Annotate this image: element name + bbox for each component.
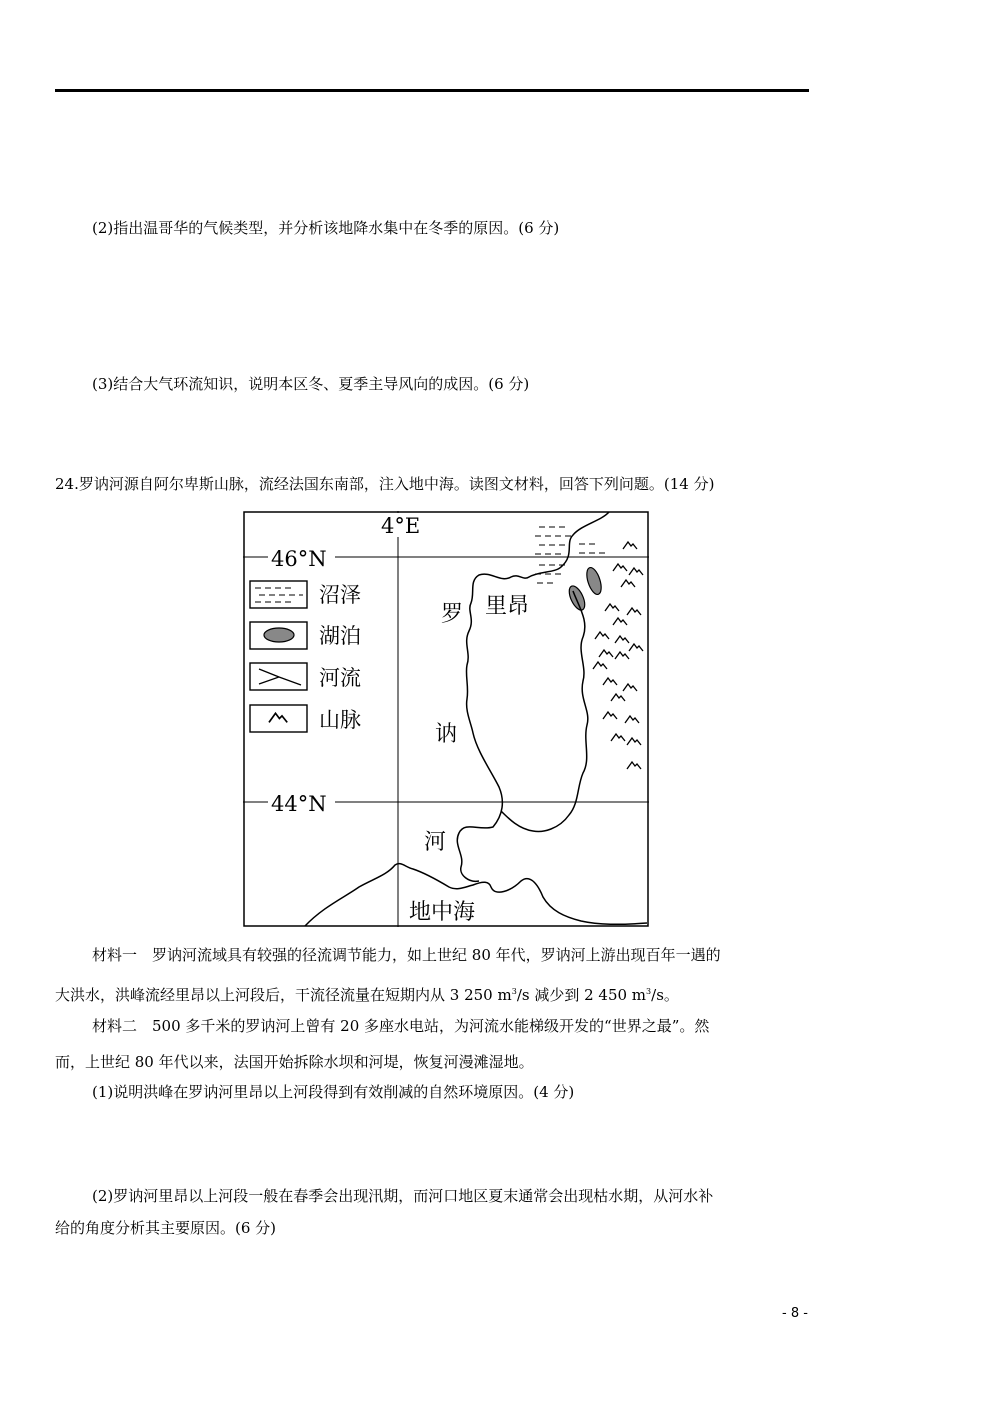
legend-river-label: 河流	[319, 666, 361, 690]
page-number: - 8 -	[782, 1306, 808, 1321]
question-24-part-2-line-2: 给的角度分析其主要原因。(6 分)	[55, 1219, 277, 1237]
material-2-line-2: 而，上世纪 80 年代以来，法国开始拆除水坝和河堤，恢复河漫滩湿地。	[55, 1053, 534, 1071]
question-23-part-3: (3)结合大气环流知识，说明本区冬、夏季主导风向的成因。(6 分)	[92, 375, 530, 393]
material-2-line-1: 材料二 500 多千米的罗讷河上曾有 20 多座水电站，为河流水能梯级开发的“世界之最”。然	[92, 1017, 710, 1035]
river-label-char-1: 罗	[441, 602, 464, 627]
river-label-char-3: 河	[424, 830, 447, 855]
legend-swamp-label: 沼泽	[319, 583, 361, 607]
lat-46-label: 46°N	[271, 547, 327, 571]
sea-label: 地中海	[409, 900, 476, 925]
question-24-part-2-line-1: (2)罗讷河里昂以上河段一般在春季会出现汛期，而河口地区夏末通常会出现枯水期，从河水补	[92, 1187, 714, 1205]
meridian-label: 4°E	[381, 514, 421, 538]
legend-mountain-label: 山脉	[319, 708, 361, 732]
river-label-char-2: 讷	[435, 722, 458, 747]
city-lyon-label: 里昂	[485, 594, 530, 619]
rhone-river-map	[243, 511, 649, 927]
material-1-line-1: 材料一 罗讷河流域具有较强的径流调节能力，如上世纪 80 年代，罗讷河上游出现百年一遇的	[92, 946, 721, 964]
header-rule	[55, 89, 809, 92]
question-23-part-2: (2)指出温哥华的气候类型，并分析该地降水集中在冬季的原因。(6 分)	[92, 219, 560, 237]
question-24-stem: 24.罗讷河源自阿尔卑斯山脉，流经法国东南部，注入地中海。读图文材料，回答下列问题。(14 分)	[55, 475, 715, 493]
question-24-part-1: (1)说明洪峰在罗讷河里昂以上河段得到有效削减的自然环境原因。(4 分)	[92, 1083, 575, 1101]
lat-44-label: 44°N	[271, 792, 327, 816]
legend-lake-label: 湖泊	[319, 624, 361, 648]
lake-icon	[264, 628, 294, 642]
material-1-line-2: 大洪水，洪峰流经里昂以上河段后，干流径流量在短期内从 3 250 $m^3/s$ 减少到 2 450 $m^3/s$。	[55, 986, 679, 1004]
